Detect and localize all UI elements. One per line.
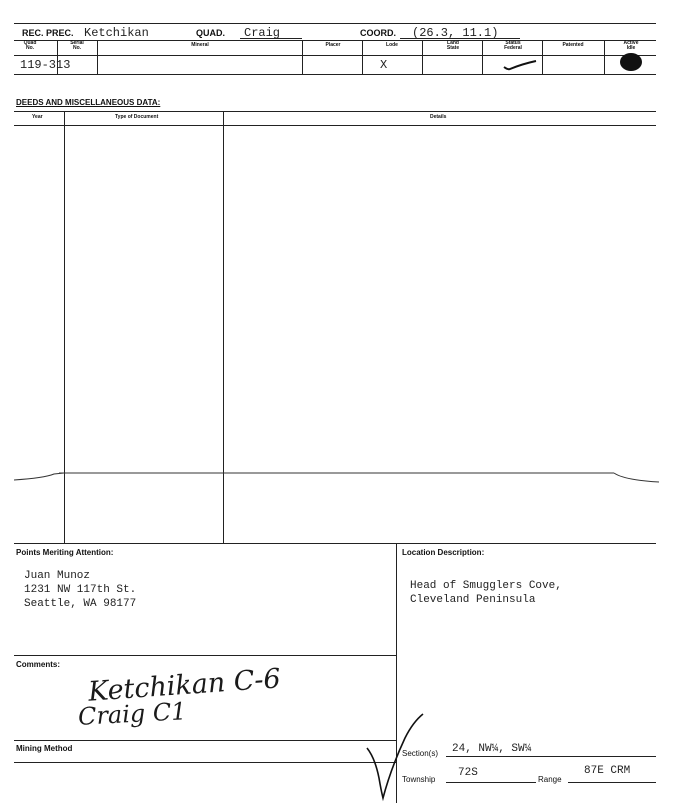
- col-quad-no: Quad No.: [23, 40, 37, 51]
- location-label: Location Description:: [402, 548, 485, 557]
- active-idle-mark: [620, 53, 642, 71]
- handwritten-tick: [365, 708, 425, 808]
- location-line-1: Head of Smugglers Cove,: [410, 580, 562, 592]
- points-line-1: Juan Munoz: [24, 570, 91, 582]
- section-value: 24, NW¼, SW¼: [452, 743, 532, 755]
- points-line-3: Seattle, WA 98177: [24, 598, 137, 610]
- rec-prec-value: Ketchikan: [84, 26, 149, 40]
- col-lode: Lode: [386, 42, 398, 48]
- comments-label: Comments:: [16, 660, 61, 669]
- township-label: Township: [402, 775, 436, 784]
- col-mineral: Mineral: [191, 42, 209, 48]
- col-details: Details: [430, 114, 447, 120]
- township-value: 72S: [458, 767, 478, 779]
- coord-value: (26.3, 11.1): [412, 26, 499, 40]
- lode-value: X: [380, 58, 388, 72]
- deeds-section-title: DEEDS AND MISCELLANEOUS DATA:: [16, 98, 161, 107]
- rec-prec-label: REC. PREC.: [22, 28, 74, 38]
- comments-handwriting-1: Ketchikan C-6: [87, 663, 282, 708]
- col-type-of-document: Type of Document: [115, 114, 159, 120]
- col-year: Year: [32, 114, 43, 120]
- col-serial-no: Serial No.: [70, 40, 84, 51]
- points-line-2: 1231 NW 117th St.: [24, 584, 137, 596]
- col-patented: Patented: [562, 42, 584, 48]
- quad-value: Craig: [244, 26, 281, 40]
- col-active-idle: Active Idle: [623, 40, 639, 51]
- quad-serial-value: 119-313: [20, 58, 71, 72]
- fold-crease: [14, 466, 674, 486]
- comments-handwriting-2: Craig C1: [77, 697, 188, 731]
- mining-method-label: Mining Method: [16, 744, 73, 753]
- range-label: Range: [538, 775, 562, 784]
- col-land-state: Land State: [446, 40, 460, 51]
- section-label: Section(s): [402, 749, 439, 758]
- range-value: 87E CRM: [584, 765, 631, 777]
- location-line-2: Cleveland Peninsula: [410, 594, 536, 606]
- status-checkmark: [500, 58, 540, 74]
- quad-label: QUAD.: [196, 28, 225, 38]
- col-status-federal: Status Federal: [504, 40, 522, 51]
- col-placer: Placer: [325, 42, 341, 48]
- coord-label: COORD.: [360, 28, 396, 38]
- points-label: Points Meriting Attention:: [16, 548, 114, 557]
